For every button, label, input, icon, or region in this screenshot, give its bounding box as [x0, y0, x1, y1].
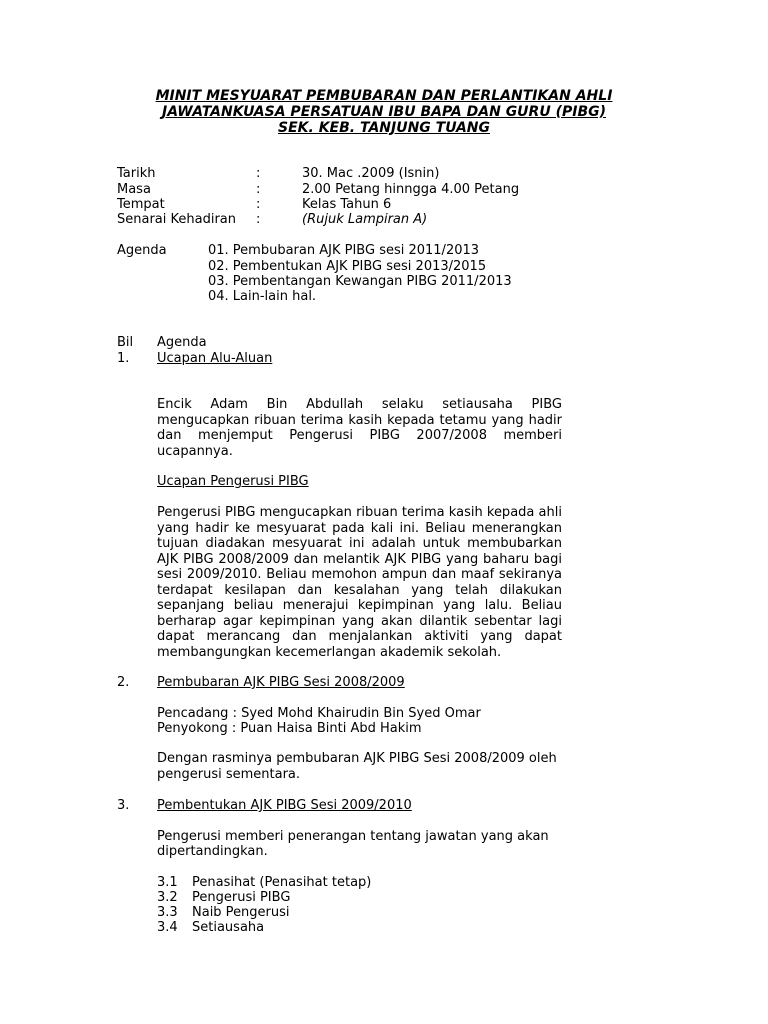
section-2-number: 2. — [117, 675, 130, 690]
detail-label-kehadiran: Senarai Kehadiran — [117, 212, 237, 227]
column-header-bil: Bil — [117, 335, 134, 350]
detail-value-tarikh: 30. Mac .2009 (Isnin) — [302, 166, 440, 181]
position-name: Naib Pengerusi — [192, 905, 290, 920]
section-1-subheading: Ucapan Pengerusi PIBG — [157, 474, 309, 489]
agenda-item: 02. Pembentukan AJK PIBG sesi 2013/2015 — [208, 259, 487, 274]
detail-value-kehadiran: (Rujuk Lampiran A) — [302, 212, 428, 227]
penyokong: Penyokong : Puan Haisa Binti Abd Hakim — [157, 721, 422, 736]
detail-sep: : — [256, 166, 261, 181]
agenda-item: 01. Pembubaran AJK PIBG sesi 2011/2013 — [208, 243, 480, 258]
column-header-agenda: Agenda — [157, 335, 207, 350]
position-number: 3.1 — [157, 875, 178, 890]
pencadang: Pencadang : Syed Mohd Khairudin Bin Syed Omar — [157, 706, 481, 721]
section-3-paragraph-line-2: dipertandingkan. — [157, 844, 268, 859]
document-title-line-2: JAWATANKUASA PERSATUAN IBU BAPA DAN GURU (PIBG) — [161, 104, 606, 120]
detail-sep: : — [256, 182, 261, 197]
position-name: Pengerusi PIBG — [192, 890, 291, 905]
section-2-paragraph-line-1: Dengan rasminya pembubaran AJK PIBG Sesi 2008/2009 oleh — [157, 751, 557, 766]
detail-label-masa: Masa — [117, 182, 151, 197]
section-3-number: 3. — [117, 798, 130, 813]
agenda-item: 04. Lain-lain hal. — [208, 289, 317, 304]
detail-value-masa: 2.00 Petang hinngga 4.00 Petang — [302, 182, 520, 197]
section-1-paragraph: Encik Adam Bin Abdullah selaku setiausaha PIBG mengucapkan ribuan terima kasih kepada tetamu yang hadir dan menjemput Pengerusi PIBG 2007/2008 memberi ucapannya. — [157, 397, 562, 459]
document-title-line-1: MINIT MESYUARAT PEMBUBARAN DAN PERLANTIKAN AHLI — [155, 88, 613, 104]
agenda-label: Agenda — [117, 243, 167, 258]
position-number: 3.4 — [157, 920, 178, 935]
detail-value-tempat: Kelas Tahun 6 — [302, 197, 392, 212]
agenda-item: 03. Pembentangan Kewangan PIBG 2011/2013 — [208, 274, 512, 289]
position-name: Setiausaha — [192, 920, 265, 935]
section-3-heading: Pembentukan AJK PIBG Sesi 2009/2010 — [157, 798, 412, 813]
document-title-line-3: SEK. KEB. TANJUNG TUANG — [278, 120, 490, 136]
position-number: 3.2 — [157, 890, 178, 905]
section-1-heading: Ucapan Alu-Aluan — [157, 351, 273, 366]
section-1-number: 1. — [117, 351, 130, 366]
detail-label-tempat: Tempat — [117, 197, 165, 212]
section-3-paragraph-line-1: Pengerusi memberi penerangan tentang jawatan yang akan — [157, 829, 549, 844]
position-name: Penasihat (Penasihat tetap) — [192, 875, 372, 890]
position-number: 3.3 — [157, 905, 178, 920]
section-1-paragraph-2: Pengerusi PIBG mengucapkan ribuan terima kasih kepada ahli yang hadir ke mesyuarat pada kali ini. Beliau menerangkan tujuan diadakan mesyuarat ini adalah untuk membubarkan AJK PIBG 2008/2009 dan melantik AJK PIBG yang baharu bagi sesi 2009/2010. Beliau memohon ampun dan maaf sekiranya terdapat kesilapan dan kesalahan yang telah dilakukan sepanjang beliau menerajui kepimpinan yang lalu. Beliau berharap agar kepimpinan yang akan dilantik sebentar lagi dapat merancang dan menjalankan aktiviti yang dapat membangungkan kecemerlangan akademik sekolah. — [157, 505, 562, 660]
detail-label-tarikh: Tarikh — [117, 166, 156, 181]
section-2-paragraph-line-2: pengerusi sementara. — [157, 767, 301, 782]
section-2-heading: Pembubaran AJK PIBG Sesi 2008/2009 — [157, 675, 405, 690]
detail-sep: : — [256, 212, 261, 227]
detail-sep: : — [256, 197, 261, 212]
